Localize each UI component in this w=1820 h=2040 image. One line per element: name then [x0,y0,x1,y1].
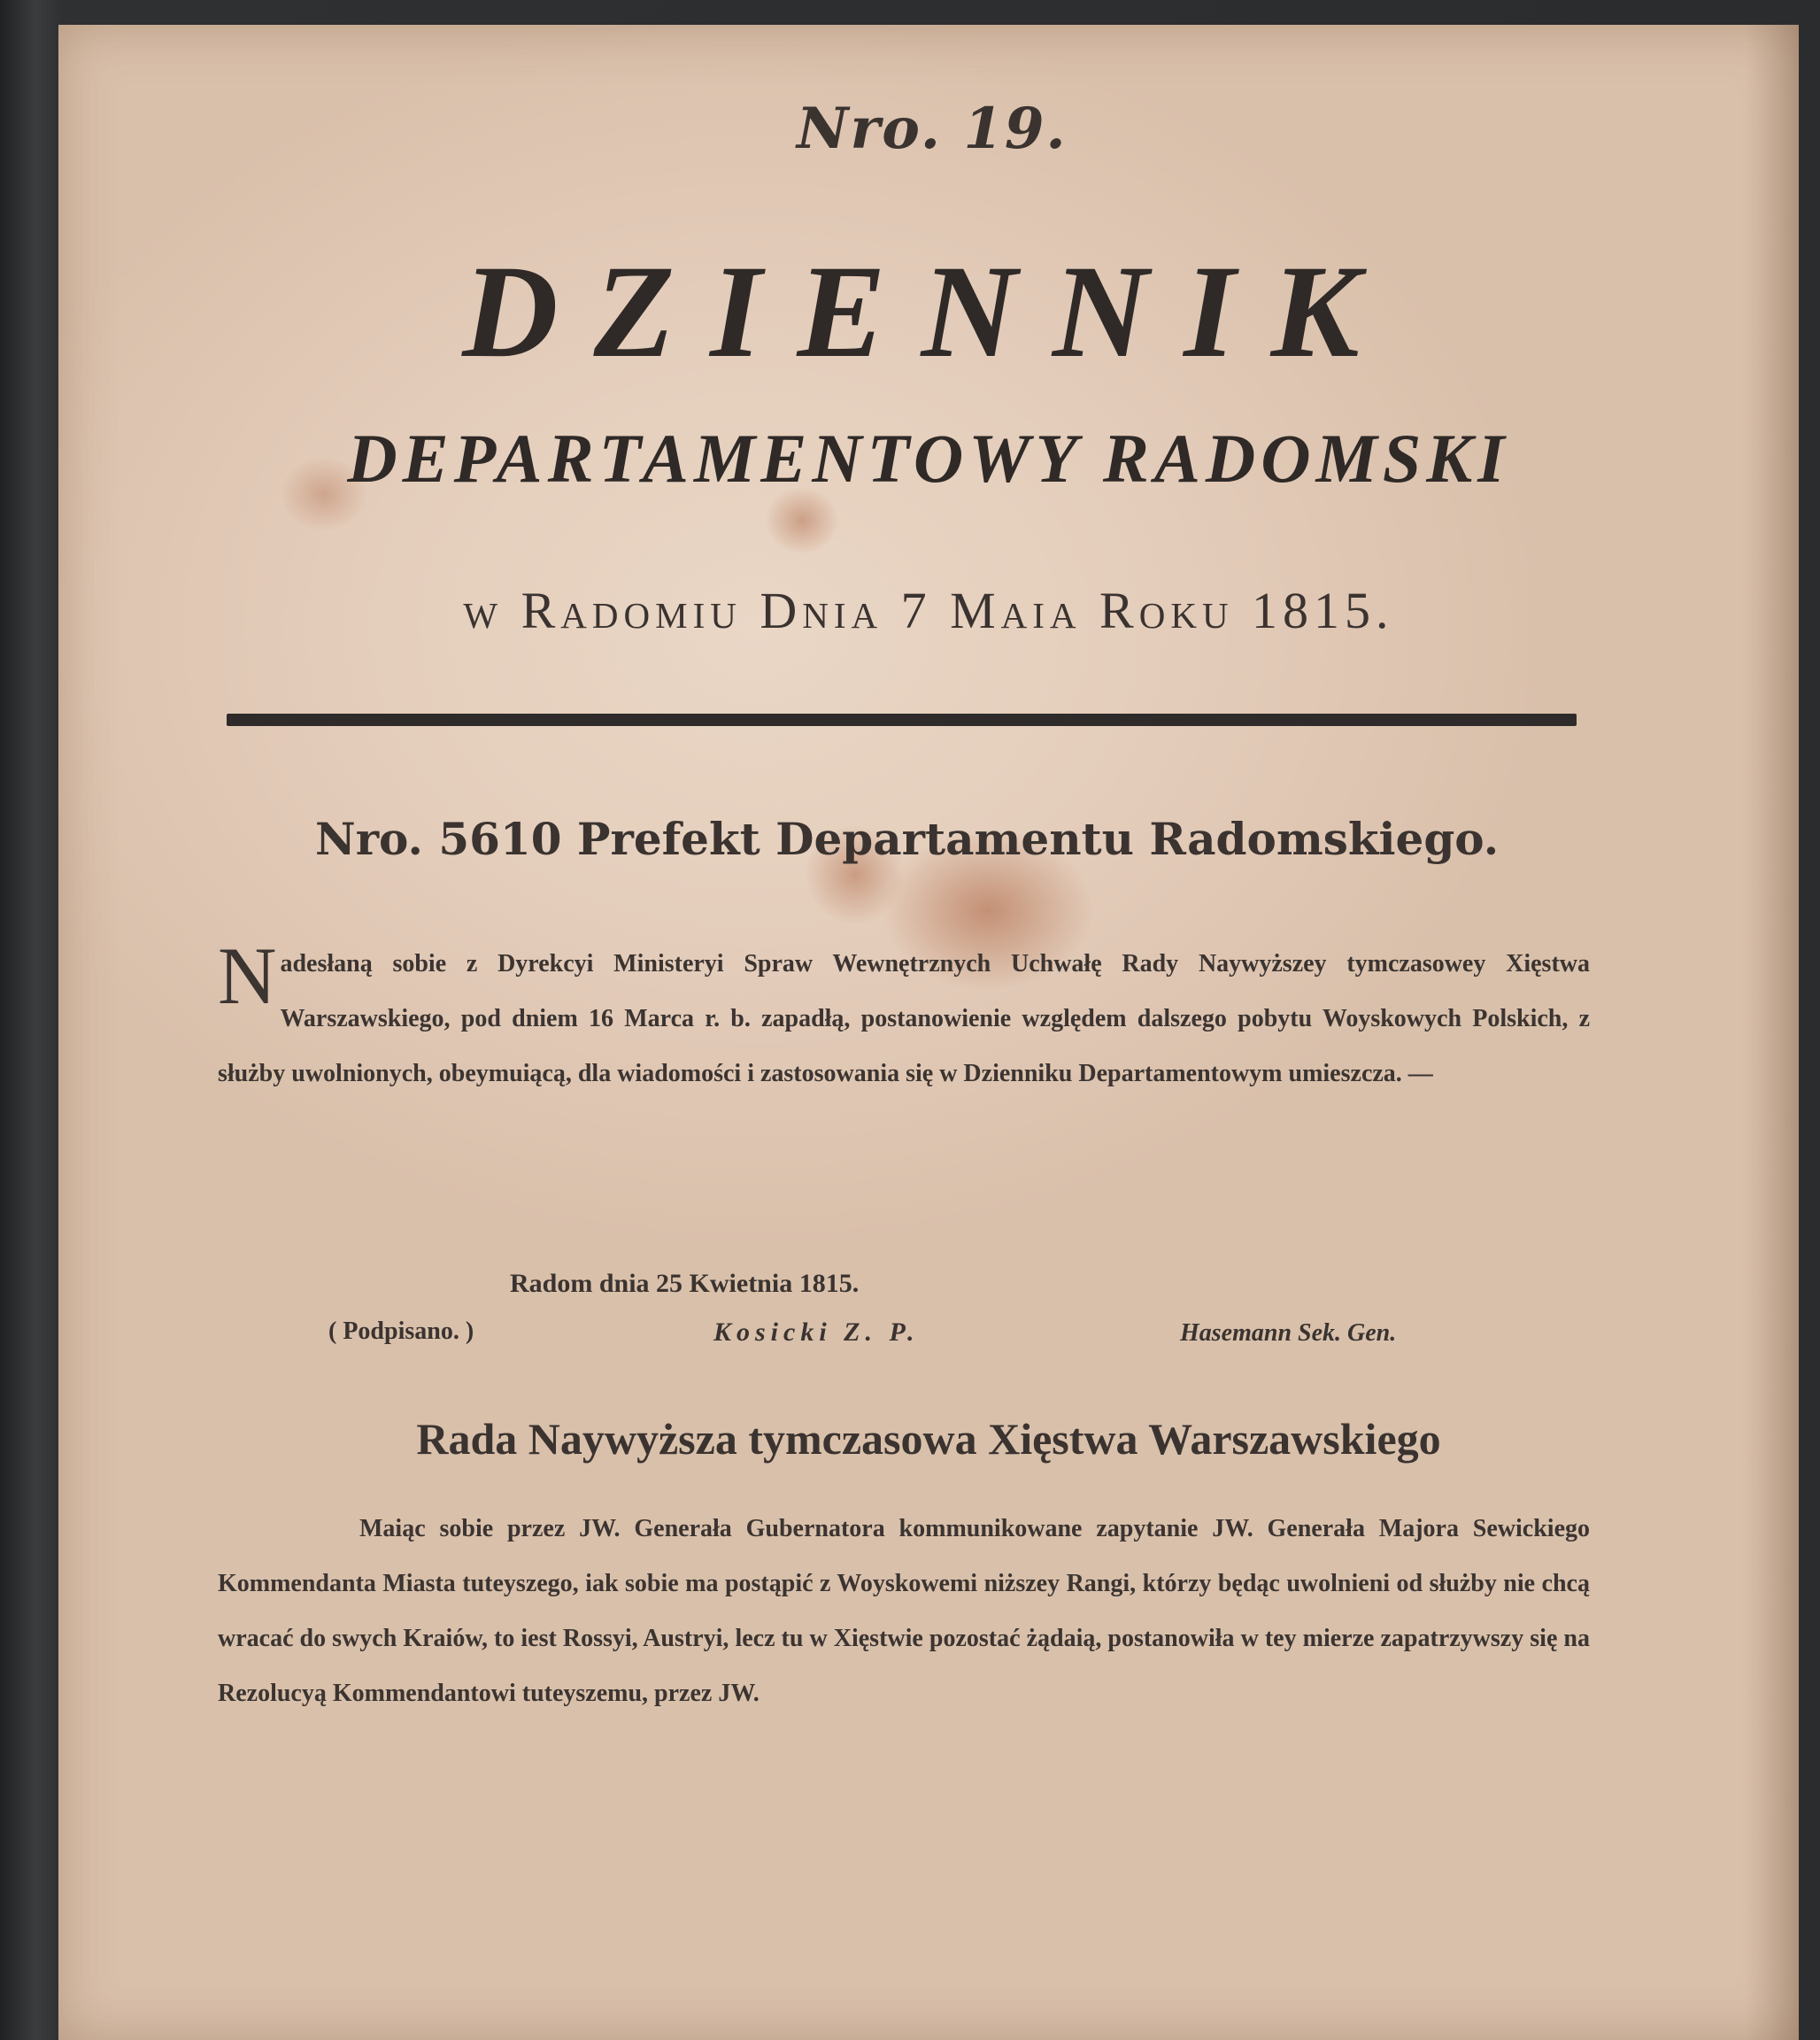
notice2-heading: Rada Naywyższa tymczasowa Xięstwa Warszawskiego [416,1414,1441,1464]
masthead-title: DZIENNIK [462,238,1395,385]
signature-secretary: Hasemann Sek. Gen. [1180,1319,1397,1347]
masthead-rule [227,714,1577,726]
notice1-heading: Nro. 5610 Prefekt Departamentu Radomskiego. [315,813,1500,865]
signature-prefect: Kosicki Z. P. [713,1318,920,1347]
notice1-body [218,931,1590,1101]
issue-number: Nro. 19. [797,96,1068,162]
masthead-subtitle: DEPARTAMENTOWY RADOMSKI [347,420,1510,497]
notice1-dated: Radom dnia 25 Kwietnia 1815. [510,1269,860,1298]
notice2-body: Maiąc sobie przez JW. Generała Gubernatora kommunikowane zapytanie JW. Generała Majora Sewickiego Kommendanta Miasta tuteyszego, iak sobie ma postąpić z Woyskowemi niższey Rangi, którzy będąc uwolnieni od służby nie chcą wracać do swych Kraiów, to iest Rossyi, Austryi, lecz tu w Xięstwie pozostać żądaią, postanowiła w tey mierze zapatrzywszy się na Rezolucyą Kommendantowi tuteyszemu, przez JW. [218,1515,1590,1707]
signed-label: ( Podpisano. ) [328,1318,474,1345]
drop-cap: N [218,931,277,1021]
dateline: w Radomiu Dnia 7 Maia Roku 1815. [463,582,1394,639]
newspaper-page [58,25,1799,2040]
notice1-text: adesłaną sobie z Dyrekcyi Ministeryi Spraw Wewnętrznych Uchwałę Rady Naywyższey tymczasowey Xięstwa Warszawskiego, pod dniem 16 Marca r. b. zapadłą, postanowienie względem dalszego pobytu Woyskowych Polskich, z służby uwolnionych, obeymuiącą, dla wiadomości i zastosowania się w Dzienniku Departamentowym umieszcza. — [218,950,1590,1087]
